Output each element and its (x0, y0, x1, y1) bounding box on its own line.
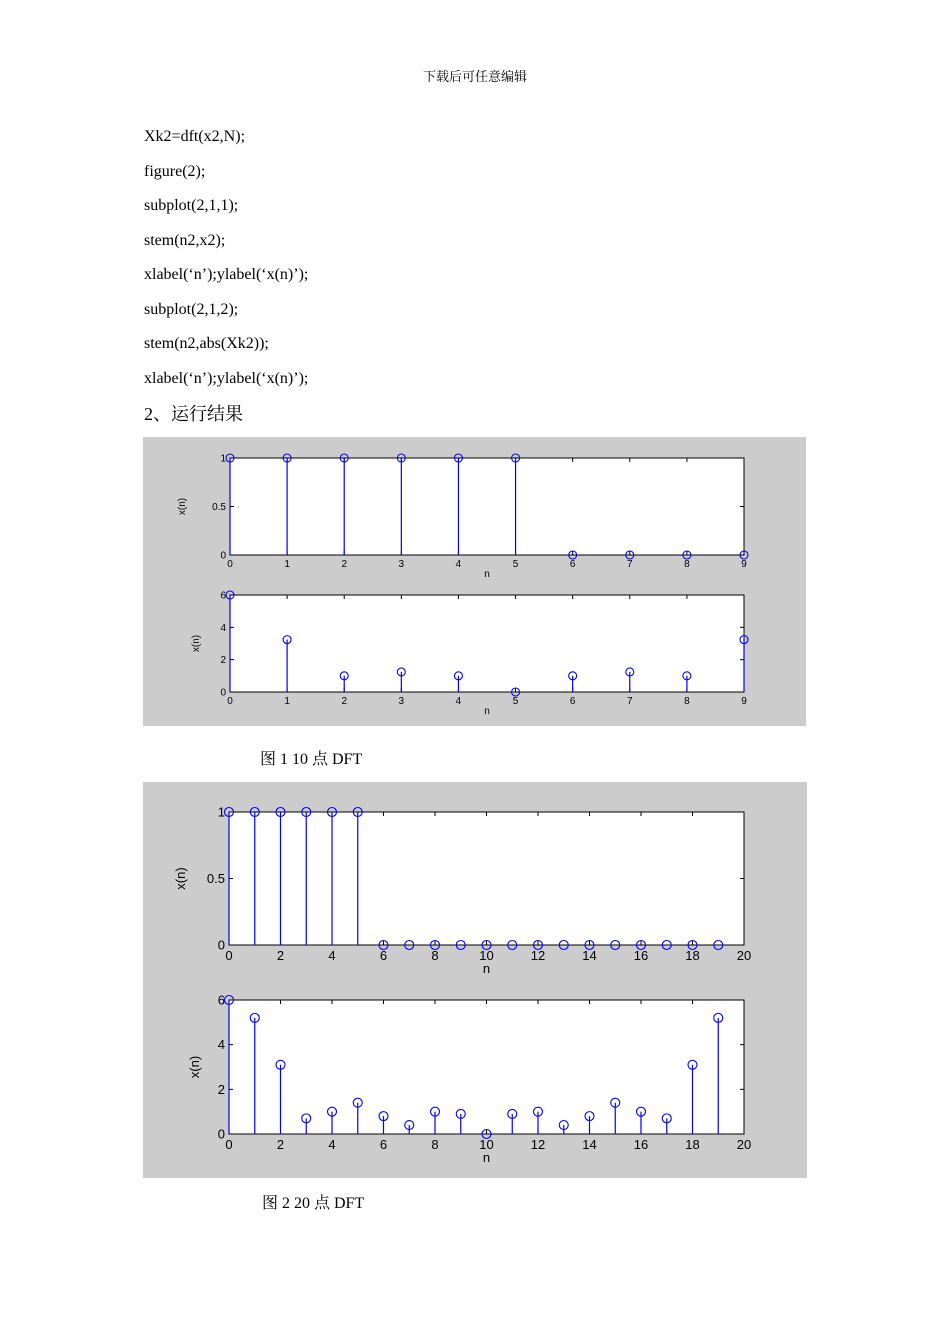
y-tick-label: 2 (217, 1081, 225, 1097)
y-axis-label: x(n) (191, 634, 202, 653)
x-tick-label: 12 (530, 948, 546, 963)
x-axis-label: n (484, 569, 490, 580)
x-tick-label: 9 (741, 559, 747, 570)
x-tick-label: 3 (398, 559, 405, 570)
y-tick-label: 1 (220, 453, 226, 465)
x-tick-label: 8 (684, 696, 690, 707)
x-tick-label: 9 (741, 696, 747, 707)
page-header: 下载后可任意编辑 (422, 69, 527, 84)
x-tick-label: 20 (736, 948, 752, 963)
code-line: stem(n2,abs(Xk2)); (144, 335, 269, 352)
code-line: xlabel(‘n’);ylabel(‘x(n)’); (144, 369, 309, 387)
figure-1 (143, 437, 806, 726)
code-line: Xk2=dft(x2,N); (144, 128, 246, 145)
x-tick-label: 2 (341, 696, 348, 707)
x-tick-label: 8 (684, 559, 690, 570)
x-tick-label: 0 (225, 948, 233, 963)
x-tick-label: 18 (685, 1137, 700, 1152)
x-tick-label: 5 (512, 696, 519, 707)
figure-2 (143, 782, 807, 1178)
plot-1-bottom (191, 591, 748, 718)
x-tick-label: 4 (328, 1137, 336, 1152)
figure-2-caption: 图 2 20 点 DFT (262, 1195, 365, 1212)
x-tick-label: 2 (341, 559, 348, 570)
plot-2-top (173, 805, 751, 976)
x-tick-label: 14 (582, 948, 597, 963)
x-tick-label: 7 (626, 559, 633, 570)
x-tick-label: 1 (284, 559, 290, 570)
code-block (144, 126, 308, 402)
x-tick-label: 14 (582, 1137, 597, 1152)
x-tick-label: 8 (431, 1137, 439, 1152)
x-tick-label: 0 (227, 559, 233, 570)
y-tick-label: 6 (217, 992, 225, 1008)
code-line: stem(n2,x2); (144, 231, 226, 249)
code-line: figure(2); (144, 162, 206, 180)
code-line: subplot(2,1,1); (144, 197, 239, 214)
x-tick-label: 20 (736, 1137, 752, 1152)
y-tick-label: 0.5 (206, 871, 225, 887)
plot-1-top (177, 454, 748, 581)
x-tick-label: 18 (685, 948, 700, 963)
code-line: xlabel(‘n’);ylabel(‘x(n)’); (144, 266, 309, 283)
x-tick-label: 4 (328, 948, 336, 963)
x-tick-label: 2 (276, 948, 285, 963)
x-tick-label: 7 (626, 696, 633, 707)
y-tick-label: 0 (217, 1126, 225, 1142)
x-axis-label: n (484, 706, 490, 717)
y-tick-label: 2 (220, 655, 226, 667)
x-tick-label: 1 (284, 696, 290, 707)
y-tick-label: 0 (220, 687, 226, 699)
x-tick-label: 4 (455, 696, 462, 707)
figure-2-canvas (143, 782, 807, 1178)
x-tick-label: 10 (479, 1137, 494, 1152)
x-tick-label: 5 (512, 559, 519, 570)
x-axis-label: n (482, 961, 491, 976)
y-axis-label: x(n) (177, 497, 188, 516)
section-title: 2、运行结果 (144, 404, 243, 424)
y-axis-label: x(n) (187, 1055, 202, 1079)
x-tick-label: 16 (633, 1137, 649, 1152)
y-tick-label: 6 (220, 590, 226, 602)
x-tick-label: 2 (276, 1137, 285, 1152)
code-line: subplot(2,1,2); (144, 300, 239, 318)
x-tick-label: 6 (379, 948, 388, 963)
y-tick-label: 0 (217, 937, 225, 953)
x-axis-label: n (482, 1150, 491, 1165)
x-tick-label: 4 (455, 559, 462, 570)
x-tick-label: 6 (569, 696, 576, 707)
x-tick-label: 10 (479, 948, 494, 963)
y-tick-label: 1 (217, 804, 225, 820)
x-tick-label: 3 (398, 696, 405, 707)
x-tick-label: 12 (530, 1137, 546, 1152)
figure-1-canvas (143, 437, 806, 726)
y-tick-label: 0 (220, 550, 226, 562)
x-tick-label: 6 (379, 1137, 388, 1152)
x-tick-label: 16 (633, 948, 649, 963)
x-tick-label: 0 (227, 696, 233, 707)
y-axis-label: x(n) (173, 867, 188, 890)
y-tick-label: 4 (220, 622, 226, 634)
axes-box (230, 595, 744, 692)
x-tick-label: 8 (431, 948, 439, 963)
x-tick-label: 6 (569, 559, 576, 570)
x-tick-label: 0 (225, 1137, 233, 1152)
figure-1-caption: 图 1 10 点 DFT (260, 751, 363, 768)
y-tick-label: 4 (217, 1037, 225, 1053)
plot-2-bottom (187, 993, 751, 1165)
y-tick-label: 0.5 (212, 502, 226, 513)
axes-box (230, 458, 744, 555)
